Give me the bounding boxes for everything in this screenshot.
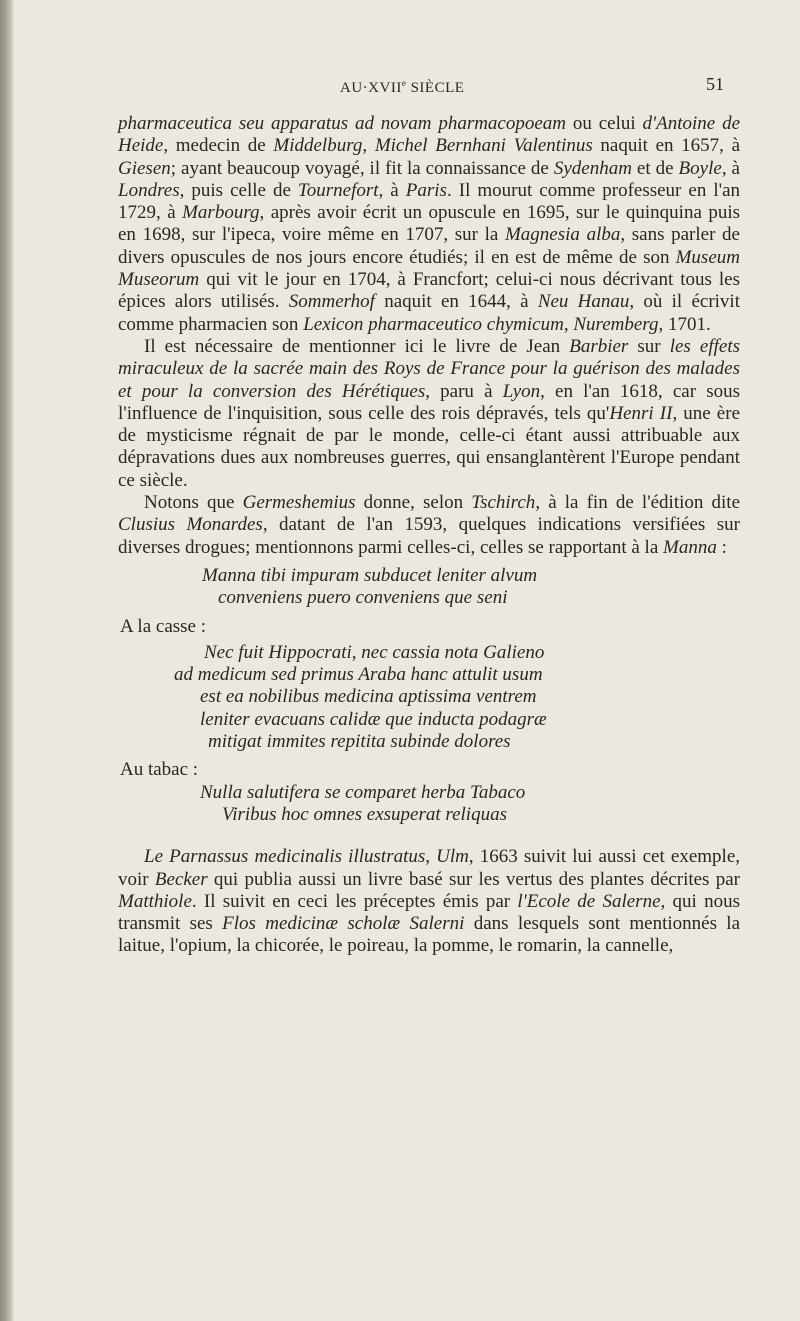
page-header	[0, 74, 800, 98]
verse-line: leniter evacuans calidæ que inducta podagræ	[200, 708, 547, 730]
verse-line: ad medicum sed primus Araba hanc attulit usum	[174, 664, 543, 686]
paragraph-3: Notons que Germeshemius donne, selon Tschirch, à la fin de l'édition dite Clusius Monardes, datant de l'an 1593, quelques indications versifiées sur diverses drogues; mentionnons parmi celles-ci, celles se rapportant à la Manna :	[118, 492, 741, 558]
verse-line: Viribus hoc omnes exsuperat reliquas	[222, 803, 507, 825]
body-text	[118, 113, 740, 958]
page-number: 51	[706, 74, 724, 94]
verse-tabac	[118, 782, 740, 827]
paragraph-4: Le Parnassus medicinalis illustratus, Ulm, 1663 suivit lui aussi cet exemple, voir Becker qui publia aussi un livre basé sur les vertus des plantes décrites par Matthiole. Il suivit en ceci les préceptes émis par l'Ecole de Salerne, qui nous transmit ses Flos medicinæ scholæ Salerni dans lesquels sont mentionnés la laitue, l'opium, la chicorée, le poireau, la pomme, le romarin, la cannelle,	[118, 846, 741, 957]
verse-line: mitigat immites repitita subinde dolores	[208, 731, 511, 753]
book-binding-edge	[0, 0, 14, 1321]
paragraph-1: pharmaceutica seu apparatus ad novam pharmacopoeam ou celui d'Antoine de Heide, medecin de Middelburg, Michel Bernhani Valentinus naquit en 1657, à Giesen; ayant beaucoup voyagé, il fit la connaissance de Sydenham et de Boyle, à Londres, puis celle de Tournefort, à Paris. Il mourut comme professeur en l'an 1729, à Marbourg, après avoir écrit un opuscule en 1695, sur le quinquina puis en 1698, sur l'ipeca, voire même en 1707, sur la Magnesia alba, sans parler de divers opuscules de nos jours encore étudiés; il en est de même de son Museum Museorum qui vit le jour en 1704, à Francfort; celui-ci nous décrivant tous les épices alors utilisés. Sommerhof naquit en 1644, à Neu Hanau, où il écrivit comme pharmacien son Lexicon pharmaceutico chymicum, Nuremberg, 1701.	[118, 113, 741, 335]
verse-line: Nec fuit Hippocrati, nec cassia nota Galieno	[204, 641, 545, 663]
paragraph-2: Il est nécessaire de mentionner ici le livre de Jean Barbier sur les effets miraculeux de la sacrée main des Roys de France pour la guérison des malades et pour la conversion des Hérétiques, paru à Lyon, en l'an 1618, car sous l'influence de l'inquisition, sous celle des rois dépravés, tels qu'Henri II, une ère de mysticisme régnait de par le monde, celle-ci étant aussi attribuable aux dépravations dues aux nombreuses guerres, qui ensanglantèrent l'Europe pendant ce siècle.	[118, 335, 740, 491]
verse-line: est ea nobilibus medicina aptissima ventrem	[200, 686, 537, 708]
label-tabac: Au tabac :	[120, 759, 199, 781]
verse-line: conveniens puero conveniens que seni	[218, 587, 508, 609]
verse-line: Nulla salutifera se comparet herba Tabaco	[200, 781, 526, 803]
verse-manna	[118, 565, 740, 610]
verse-casse	[118, 642, 740, 753]
running-head: $AU\cdot XVII^e$ SIÈCLE	[340, 78, 465, 96]
verse-line: Manna tibi impuram subducet leniter alvum	[202, 564, 538, 586]
label-casse: A la casse :	[120, 615, 207, 637]
paragraph-spacer	[118, 832, 740, 846]
